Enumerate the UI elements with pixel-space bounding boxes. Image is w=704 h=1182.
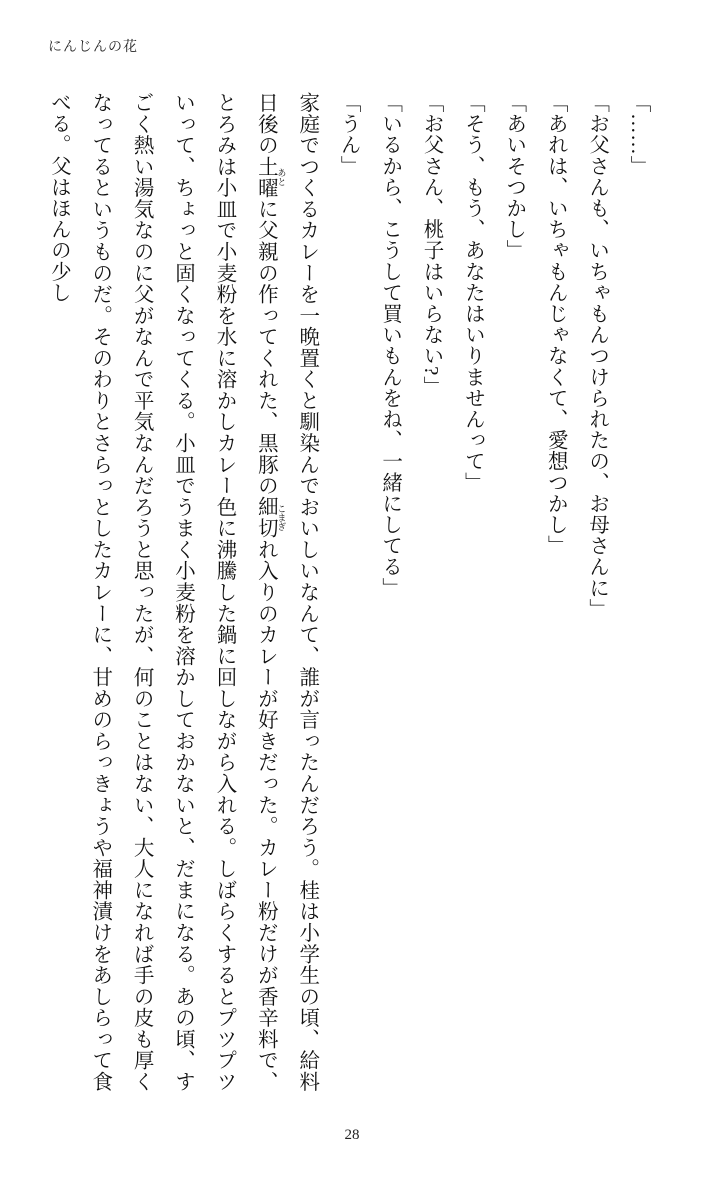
paragraph-dialogue-5: 「そう、もう、あなたはいりませんって」 [461,92,484,493]
ruby-reading: こまぎ [276,496,287,539]
ruby-annotation: 土曜 あと [254,155,287,199]
paragraph-dialogue-7: 「いるから、こうして買いもんをね、一緒にしてる」 [378,92,401,599]
running-head: にんじんの花 [48,40,138,55]
paragraph-dialogue-1: 「……」 [627,92,649,177]
paragraph-narration-1: 家庭でつくるカレーを一晩置くと馴染んでおいしいなんて、誰が言ったんだろう。桂は小学生の頃、給料日後の土曜 あとに父親の作ってくれた、黒豚の細切 こまぎれ入りのカレーが好きだった。カレー粉だけが香辛料で、とろみは小皿で小麦粉を水に溶かしカレー色に沸騰した鍋に回しながら入れる。しばらくするとプツプツいって、ちょっと固くなってくる。小皿でうまく小麦粉を溶かしておかないと、だまになる。あの頃、すごく熱い湯気なのに父がなんで平気なんだろうと思ったが、何のことはない、大人になれば手の皮も厚くなってるというものだ。そのわりとさらっとしたカレーに、甘めのらっきょうや福神漬けをあしらって食べる。父はほんの少し [47,92,318,1092]
paragraph-dialogue-8: 「うん」 [337,92,360,177]
paragraph-dialogue-3: 「あれは、いちゃもんじゃなくて、愛想つかし」 [544,92,567,557]
page-body [47,92,658,1092]
ruby-annotation: 細切 こまぎ [254,496,287,539]
ruby-reading: あと [276,155,287,199]
paragraph-dialogue-6: 「お父さん、桃子はいらない?」 [419,92,442,398]
page-number: 28 [344,1127,360,1143]
paragraph-dialogue-2: 「お父さんも、いちゃもんつけられたの、お母さんに」 [585,92,608,620]
paragraph-dialogue-4: 「あいそつかし」 [502,92,525,261]
